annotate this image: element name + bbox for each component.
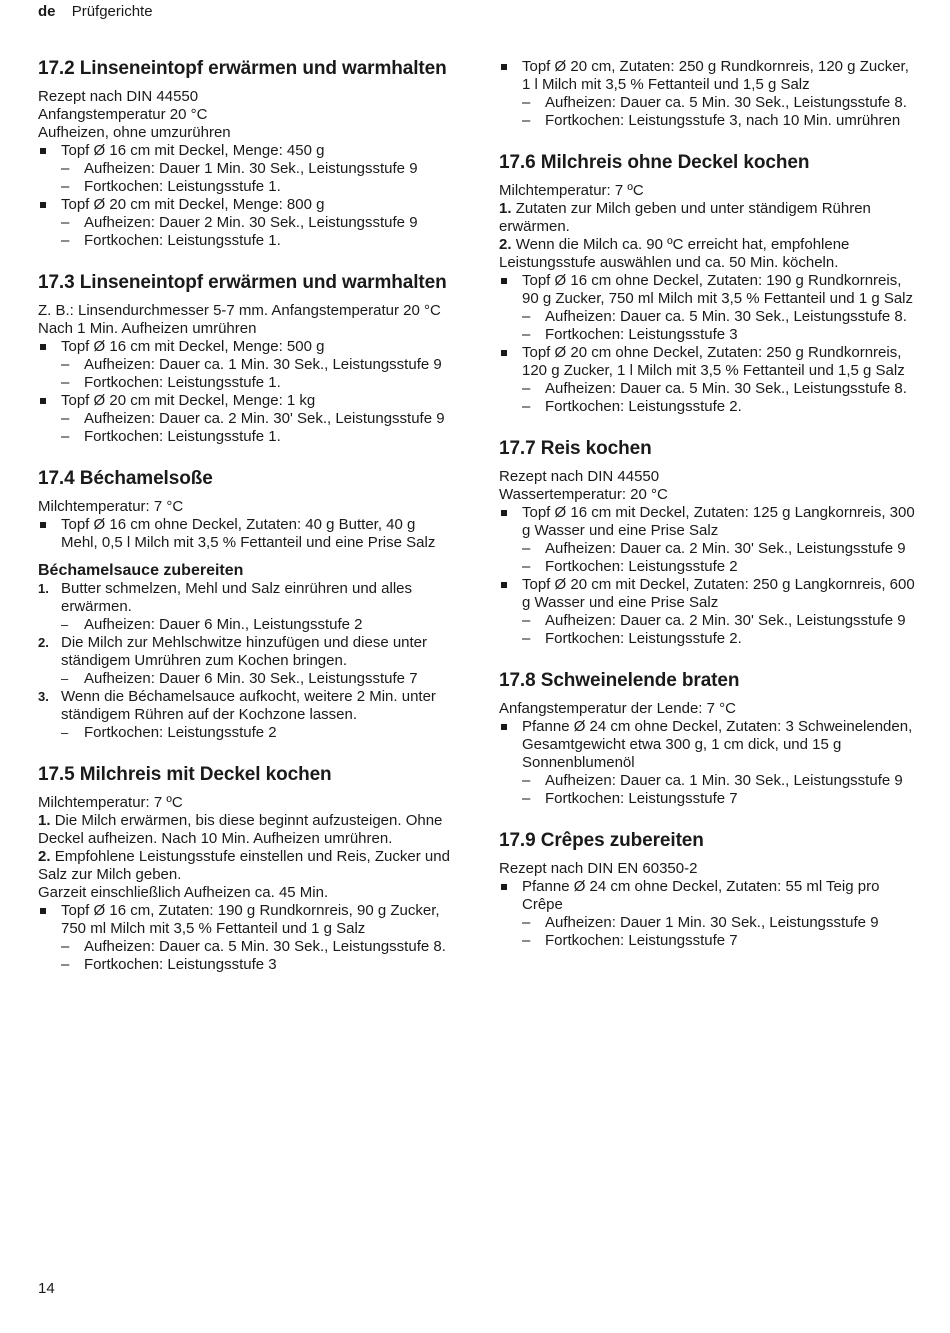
numbered-paragraph <box>499 236 915 272</box>
sub-item: – Fortkochen: Leistungsstufe 2 <box>522 558 915 576</box>
list-item: Topf Ø 16 cm ohne Deckel, Zutaten: 40 g Butter, 40 g Mehl, 0,5 l Milch mit 3,5 % Fettanteil und eine Prise Salz <box>38 516 450 552</box>
language-code: de <box>38 3 56 20</box>
step-item <box>38 634 450 688</box>
section-title: 17.3 Linseneintopf erwärmen und warmhalten <box>38 272 447 293</box>
section-title: 17.5 Milchreis mit Deckel kochen <box>38 764 332 785</box>
sub-item: – Aufheizen: Dauer ca. 5 Min. 30 Sek., Leistungsstufe 8. <box>522 308 915 326</box>
bullet-list <box>499 58 915 130</box>
bullet-list <box>499 718 915 808</box>
left-column <box>38 58 450 996</box>
sub-item: – Aufheizen: Dauer 1 Min. 30 Sek., Leistungsstufe 9 <box>61 160 450 178</box>
sub-list <box>61 214 450 250</box>
sub-item: – Aufheizen: Dauer ca. 1 Min. 30 Sek., Leistungsstufe 9 <box>61 356 450 374</box>
item-text: Pfanne Ø 24 cm ohne Deckel, Zutaten: 3 Schweinelenden, Gesamtgewicht etwa 300 g, 1 cm dick, und 15 g Sonnenblumenöl <box>522 718 913 771</box>
sub-list <box>61 724 450 742</box>
paragraph-number: 1. <box>499 200 512 217</box>
sub-list <box>522 380 915 416</box>
intro-line: Rezept nach DIN EN 60350-2 <box>499 860 698 877</box>
sub-item: – Fortkochen: Leistungsstufe 2. <box>522 630 915 648</box>
list-item <box>38 902 450 974</box>
intro-line: Garzeit einschließlich Aufheizen ca. 45 Min. <box>38 884 329 901</box>
bullet-list <box>38 338 450 446</box>
list-item <box>38 142 450 196</box>
step-number: 2. <box>38 635 49 650</box>
paragraph-number: 2. <box>499 236 512 253</box>
intro-line: Milchtemperatur: 7 °C <box>38 498 184 515</box>
sub-item: – Fortkochen: Leistungsstufe 7 <box>522 790 915 808</box>
sub-item: – Fortkochen: Leistungsstufe 2. <box>522 398 915 416</box>
sub-list <box>522 612 915 648</box>
intro-line: Nach 1 Min. Aufheizen umrühren <box>38 320 257 337</box>
paragraph-number: 2. <box>38 848 51 865</box>
section-17-2 <box>38 58 450 250</box>
step-number: 3. <box>38 689 49 704</box>
section-title: 17.8 Schweinelende braten <box>499 670 740 691</box>
sub-item: – Aufheizen: Dauer ca. 2 Min. 30' Sek., Leistungsstufe 9 <box>61 410 450 428</box>
intro-line: Wassertemperatur: 20 °C <box>499 486 668 503</box>
section-17-5 <box>38 764 450 974</box>
sub-list <box>522 308 915 344</box>
sub-item: – Aufheizen: Dauer 6 Min. 30 Sek., Leistungsstufe 7 <box>61 670 450 688</box>
section-17-7 <box>499 438 915 648</box>
header-title: Prüfgerichte <box>71 3 153 20</box>
item-text: Topf Ø 16 cm ohne Deckel, Zutaten: 190 g Rundkornreis, 90 g Zucker, 750 ml Milch mit 3,5 % Fettanteil und 1 g Salz <box>522 272 914 307</box>
intro-line: Milchtemperatur: 7 ºC <box>499 182 644 199</box>
page-header <box>38 3 153 21</box>
item-text: Topf Ø 20 cm mit Deckel, Menge: 1 kg <box>61 392 316 409</box>
item-text: Topf Ø 20 cm mit Deckel, Menge: 800 g <box>61 196 325 213</box>
intro-line: Milchtemperatur: 7 ºC <box>38 794 183 811</box>
sub-item: – Aufheizen: Dauer ca. 1 Min. 30 Sek., Leistungsstufe 9 <box>522 772 915 790</box>
sub-item: – Aufheizen: Dauer ca. 5 Min. 30 Sek., Leistungsstufe 8. <box>522 380 915 398</box>
paragraph-text: Zutaten zur Milch geben und unter ständigem Rühren erwärmen. <box>499 200 871 235</box>
section-title: 17.9 Crêpes zubereiten <box>499 830 704 851</box>
sub-item: – Fortkochen: Leistungsstufe 3 <box>61 956 450 974</box>
section-title: 17.7 Reis kochen <box>499 438 652 459</box>
sub-item: – Aufheizen: Dauer ca. 2 Min. 30' Sek., Leistungsstufe 9 <box>522 540 915 558</box>
item-text: Topf Ø 20 cm mit Deckel, Zutaten: 250 g Langkornreis, 600 g Wasser und eine Prise Salz <box>522 576 915 611</box>
sub-item: – Fortkochen: Leistungsstufe 1. <box>61 428 450 446</box>
page-number: 14 <box>38 1280 55 1297</box>
sub-item: – Aufheizen: Dauer ca. 2 Min. 30' Sek., Leistungsstufe 9 <box>522 612 915 630</box>
paragraph-text: Empfohlene Leistungsstufe einstellen und Reis, Zucker und Salz zur Milch geben. <box>38 848 450 883</box>
sub-item: – Aufheizen: Dauer 1 Min. 30 Sek., Leistungsstufe 9 <box>522 914 915 932</box>
section-title: 17.6 Milchreis ohne Deckel kochen <box>499 152 810 173</box>
list-item <box>38 196 450 250</box>
bullet-list <box>38 142 450 250</box>
list-item <box>499 272 915 344</box>
numbered-paragraph <box>38 812 450 848</box>
section-17-6 <box>499 152 915 416</box>
list-item <box>499 344 915 416</box>
section-17-9 <box>499 830 915 950</box>
right-column <box>499 58 915 972</box>
intro-line: Anfangstemperatur 20 °C <box>38 106 208 123</box>
paragraph-number: 1. <box>38 812 51 829</box>
item-text: Topf Ø 16 cm mit Deckel, Menge: 450 g <box>61 142 325 159</box>
list-item <box>499 878 915 950</box>
section-title: 17.4 Béchamelsoße <box>38 468 213 489</box>
paragraph-text: Wenn die Milch ca. 90 ºC erreicht hat, empfohlene Leistungsstufe auswählen und ca. 50 Min. köcheln. <box>499 236 850 271</box>
bullet-list <box>38 902 450 974</box>
intro-line: Anfangstemperatur der Lende: 7 °C <box>499 700 736 717</box>
intro-line: Aufheizen, ohne umzurühren <box>38 124 231 141</box>
section-17-8 <box>499 670 915 808</box>
step-list <box>38 580 450 742</box>
list-item <box>38 392 450 446</box>
sub-item: – Fortkochen: Leistungsstufe 1. <box>61 374 450 392</box>
sub-item: – Fortkochen: Leistungsstufe 1. <box>61 178 450 196</box>
sub-item: – Aufheizen: Dauer 6 Min., Leistungsstufe 2 <box>61 616 450 634</box>
sub-list <box>61 670 450 688</box>
step-item <box>38 688 450 742</box>
sub-item: – Aufheizen: Dauer ca. 5 Min. 30 Sek., Leistungsstufe 8. <box>522 94 915 112</box>
sub-list <box>61 616 450 634</box>
sub-item: – Aufheizen: Dauer 2 Min. 30 Sek., Leistungsstufe 9 <box>61 214 450 232</box>
item-text: Topf Ø 16 cm, Zutaten: 190 g Rundkornreis, 90 g Zucker, 750 ml Milch mit 3,5 % Fettanteil und 1 g Salz <box>61 902 440 937</box>
paragraph-text: Die Milch erwärmen, bis diese beginnt aufzusteigen. Ohne Deckel aufheizen. Nach 10 Min. Aufheizen umrühren. <box>38 812 443 847</box>
subheading: Béchamelsauce zubereiten <box>38 562 244 579</box>
numbered-paragraph <box>38 848 450 884</box>
sub-list <box>522 94 915 130</box>
list-item <box>499 718 915 808</box>
list-item <box>38 338 450 392</box>
sub-list <box>522 540 915 576</box>
intro-line: Z. B.: Linsendurchmesser 5-7 mm. Anfangstemperatur 20 °C <box>38 302 441 319</box>
sub-item: – Fortkochen: Leistungsstufe 3, nach 10 Min. umrühren <box>522 112 915 130</box>
step-text: Butter schmelzen, Mehl und Salz einrühren und alles erwärmen. <box>61 580 413 615</box>
sub-list <box>61 410 450 446</box>
sub-list <box>522 772 915 808</box>
intro-line: Rezept nach DIN 44550 <box>38 88 199 105</box>
intro-line: Rezept nach DIN 44550 <box>499 468 660 485</box>
list-item <box>499 58 915 130</box>
step-text: Die Milch zur Mehlschwitze hinzufügen und diese unter ständigem Umrühren zum Kochen bringen. <box>61 634 428 669</box>
item-text: Topf Ø 16 cm mit Deckel, Zutaten: 125 g Langkornreis, 300 g Wasser und eine Prise Salz <box>522 504 915 539</box>
sub-item: – Aufheizen: Dauer ca. 5 Min. 30 Sek., Leistungsstufe 8. <box>61 938 450 956</box>
item-text: Topf Ø 20 cm ohne Deckel, Zutaten: 250 g Rundkornreis, 120 g Zucker, 1 l Milch mit 3,5 % Fettanteil und 1,5 g Salz <box>522 344 905 379</box>
step-text: Wenn die Béchamelsauce aufkocht, weitere 2 Min. unter ständigem Rühren auf der Kochzone lassen. <box>61 688 436 723</box>
sub-list <box>61 160 450 196</box>
sub-item: – Fortkochen: Leistungsstufe 7 <box>522 932 915 950</box>
item-text: Topf Ø 16 cm mit Deckel, Menge: 500 g <box>61 338 325 355</box>
bullet-list <box>499 504 915 648</box>
bullet-list <box>499 272 915 416</box>
sub-list <box>522 914 915 950</box>
section-17-5-continued <box>499 58 915 130</box>
section-title: 17.2 Linseneintopf erwärmen und warmhalten <box>38 58 447 79</box>
step-number: 1. <box>38 581 49 596</box>
bullet-list <box>499 878 915 950</box>
list-item <box>499 576 915 648</box>
item-text: Pfanne Ø 24 cm ohne Deckel, Zutaten: 55 ml Teig pro Crêpe <box>522 878 880 913</box>
sub-item: – Fortkochen: Leistungsstufe 3 <box>522 326 915 344</box>
numbered-paragraph <box>499 200 915 236</box>
list-item <box>499 504 915 576</box>
section-17-4 <box>38 468 450 742</box>
sub-item: – Fortkochen: Leistungsstufe 2 <box>61 724 450 742</box>
sub-list <box>61 938 450 974</box>
bullet-list <box>38 516 450 552</box>
section-17-3 <box>38 272 450 446</box>
sub-item: – Fortkochen: Leistungsstufe 1. <box>61 232 450 250</box>
item-text: Topf Ø 20 cm, Zutaten: 250 g Rundkornreis, 120 g Zucker, 1 l Milch mit 3,5 % Fettanteil und 1,5 g Salz <box>522 58 909 93</box>
sub-list <box>61 356 450 392</box>
step-item <box>38 580 450 634</box>
